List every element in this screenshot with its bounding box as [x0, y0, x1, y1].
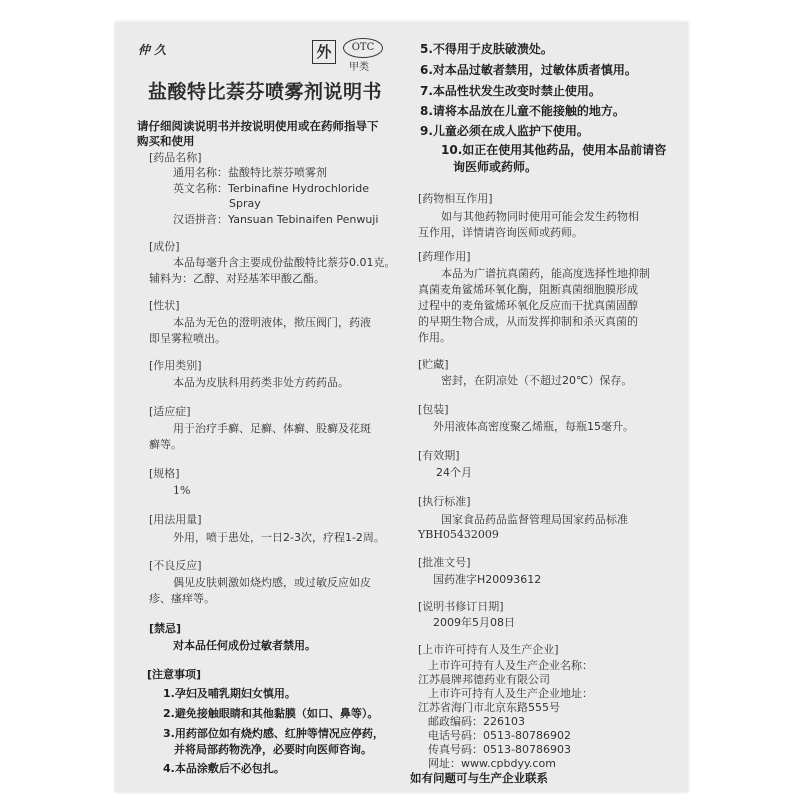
brand-logo: 仲 久	[138, 43, 167, 57]
section-precautions: [注意事项]	[147, 668, 202, 681]
interaction-line-1: 如与其他药物同时使用可能会发生药物相	[441, 210, 639, 223]
section-specification: [规格]	[149, 467, 180, 480]
validity-text: 24个月	[436, 466, 472, 479]
specification-text: 1%	[173, 484, 191, 497]
document-title: 盐酸特比萘芬喷雾剂说明书	[148, 81, 383, 103]
contraindications-text: 对本品任何成份过敏者禁用。	[173, 639, 316, 652]
instruction-line-2: 购买和使用	[137, 134, 195, 148]
indications-line-2: 癣等。	[149, 438, 182, 451]
section-storage: [贮藏]	[418, 358, 449, 371]
holder-line-2: 江苏晨牌邦德药业有限公司	[418, 673, 550, 686]
pinyin-name: 汉语拼音：Yansuan Tebinaifen Penwuji	[173, 213, 379, 226]
section-package: [包装]	[418, 403, 449, 416]
pharmacology-line-5: 作用。	[418, 331, 451, 344]
precaution-item-10: 10.如正在使用其他药品，使用本品前请咨	[441, 143, 667, 157]
precaution-item-4: 4.本品涂敷后不必包扎。	[163, 762, 285, 775]
section-category: [作用类别]	[149, 359, 202, 372]
pharmacology-line-4: 的早期生物合成，从而发挥抑制和杀灭真菌的	[418, 315, 638, 328]
section-character: [性状]	[149, 299, 180, 312]
holder-line-7: 传真号码：0513-80786903	[428, 743, 571, 756]
precaution-item-3-cont: 并将局部药物洗净，必要时向医师咨询。	[174, 743, 372, 756]
indications-line-1: 用于治疗手癣、足癣、体癣、股癣及花斑	[173, 422, 371, 435]
revision-date-text: 2009年5月08日	[433, 616, 515, 629]
external-use-mark: 外	[312, 40, 336, 64]
precaution-item-5: 5.不得用于皮肤破溃处。	[420, 42, 553, 56]
holder-line-1: 上市许可持有人及生产企业名称：	[428, 659, 593, 672]
section-interactions: [药物相互作用]	[418, 192, 493, 205]
section-contraindications: [禁忌]	[149, 622, 182, 635]
instruction-line-1: 请仔细阅读说明书并按说明使用或在药师指导下	[137, 119, 379, 133]
character-line-1: 本品为无色的澄明液体，揿压阀门，药液	[173, 316, 371, 329]
footer-contact-note: 如有问题可与生产企业联系	[410, 771, 548, 785]
precaution-item-9: 9.儿童必须在成人监护下使用。	[420, 124, 589, 138]
pharmacology-line-2: 真菌麦角鲨烯环氧化酶，阻断真菌细胞膜形成	[418, 283, 638, 296]
approval-text: 国药准字H20093612	[433, 573, 542, 586]
section-holder: [上市许可持有人及生产企业]	[418, 643, 559, 656]
holder-line-4: 江苏省海门市北京东路555号	[418, 701, 560, 714]
usage-text: 外用，喷于患处，一日2-3次，疗程1-2周。	[173, 531, 385, 544]
section-approval: [批准文号]	[418, 556, 471, 569]
category-text: 本品为皮肤科用药类非处方药药品。	[173, 376, 349, 389]
composition-line-1: 本品每毫升含主要成份盐酸特比萘芬0.01克。	[173, 256, 396, 269]
otc-class-label: 甲类	[349, 62, 369, 73]
holder-line-3: 上市许可持有人及生产企业地址：	[428, 687, 593, 700]
pharmacology-line-3: 过程中的麦角鲨烯环氧化反应而干扰真菌固醇	[418, 299, 638, 312]
otc-badge: OTC	[343, 38, 383, 58]
section-composition: [成份]	[149, 240, 180, 253]
precaution-item-3: 3.用药部位如有烧灼感、红肿等情况应停药，	[163, 727, 384, 740]
precaution-item-8: 8.请将本品放在儿童不能接触的地方。	[420, 104, 625, 118]
section-standard: [执行标准]	[418, 495, 471, 508]
adverse-line-1: 偶见皮肤刺激如烧灼感，或过敏反应如皮	[173, 576, 371, 589]
interaction-line-2: 互作用，详情请咨询医师或药师。	[418, 226, 583, 239]
adverse-line-2: 疹、瘙痒等。	[149, 592, 215, 605]
precaution-item-2: 2.避免接触眼睛和其他黏膜（如口、鼻等）。	[163, 707, 379, 720]
section-drug-name: [药品名称]	[149, 151, 202, 164]
standard-line-2: YBH05432009	[418, 528, 499, 541]
precaution-item-7: 7.本品性状发生改变时禁止使用。	[420, 84, 601, 98]
composition-line-2: 辅料为：乙醇、对羟基苯甲酸乙酯。	[149, 272, 325, 285]
holder-line-8: 网址：www.cpbdyy.com	[428, 757, 556, 770]
section-adverse-reactions: [不良反应]	[149, 559, 202, 572]
storage-text: 密封，在阴凉处（不超过20℃）保存。	[441, 374, 633, 387]
character-line-2: 即呈雾粒喷出。	[149, 332, 226, 345]
generic-name: 通用名称：盐酸特比萘芬喷雾剂	[173, 166, 327, 179]
section-pharmacology: [药理作用]	[418, 250, 471, 263]
standard-line-1: 国家食品药品监督管理局国家药品标准	[441, 513, 628, 526]
section-revision-date: [说明书修订日期]	[418, 600, 504, 613]
package-text: 外用液体高密度聚乙烯瓶，每瓶15毫升。	[433, 420, 634, 433]
precaution-item-1: 1.孕妇及哺乳期妇女慎用。	[163, 687, 296, 700]
pharmacology-line-1: 本品为广谱抗真菌药，能高度选择性地抑制	[441, 267, 650, 280]
holder-line-5: 邮政编码：226103	[428, 715, 525, 728]
section-usage: [用法用量]	[149, 513, 202, 526]
section-indications: [适应症]	[149, 405, 191, 418]
section-validity: [有效期]	[418, 449, 460, 462]
precaution-item-6: 6.对本品过敏者禁用，过敏体质者慎用。	[420, 63, 637, 77]
holder-line-6: 电话号码：0513-80786902	[428, 729, 571, 742]
precaution-item-10-cont: 询医师或药师。	[453, 160, 538, 174]
english-name-line-1: 英文名称：Terbinafine Hydrochloride	[173, 182, 369, 195]
english-name-line-2: Spray	[229, 197, 261, 210]
